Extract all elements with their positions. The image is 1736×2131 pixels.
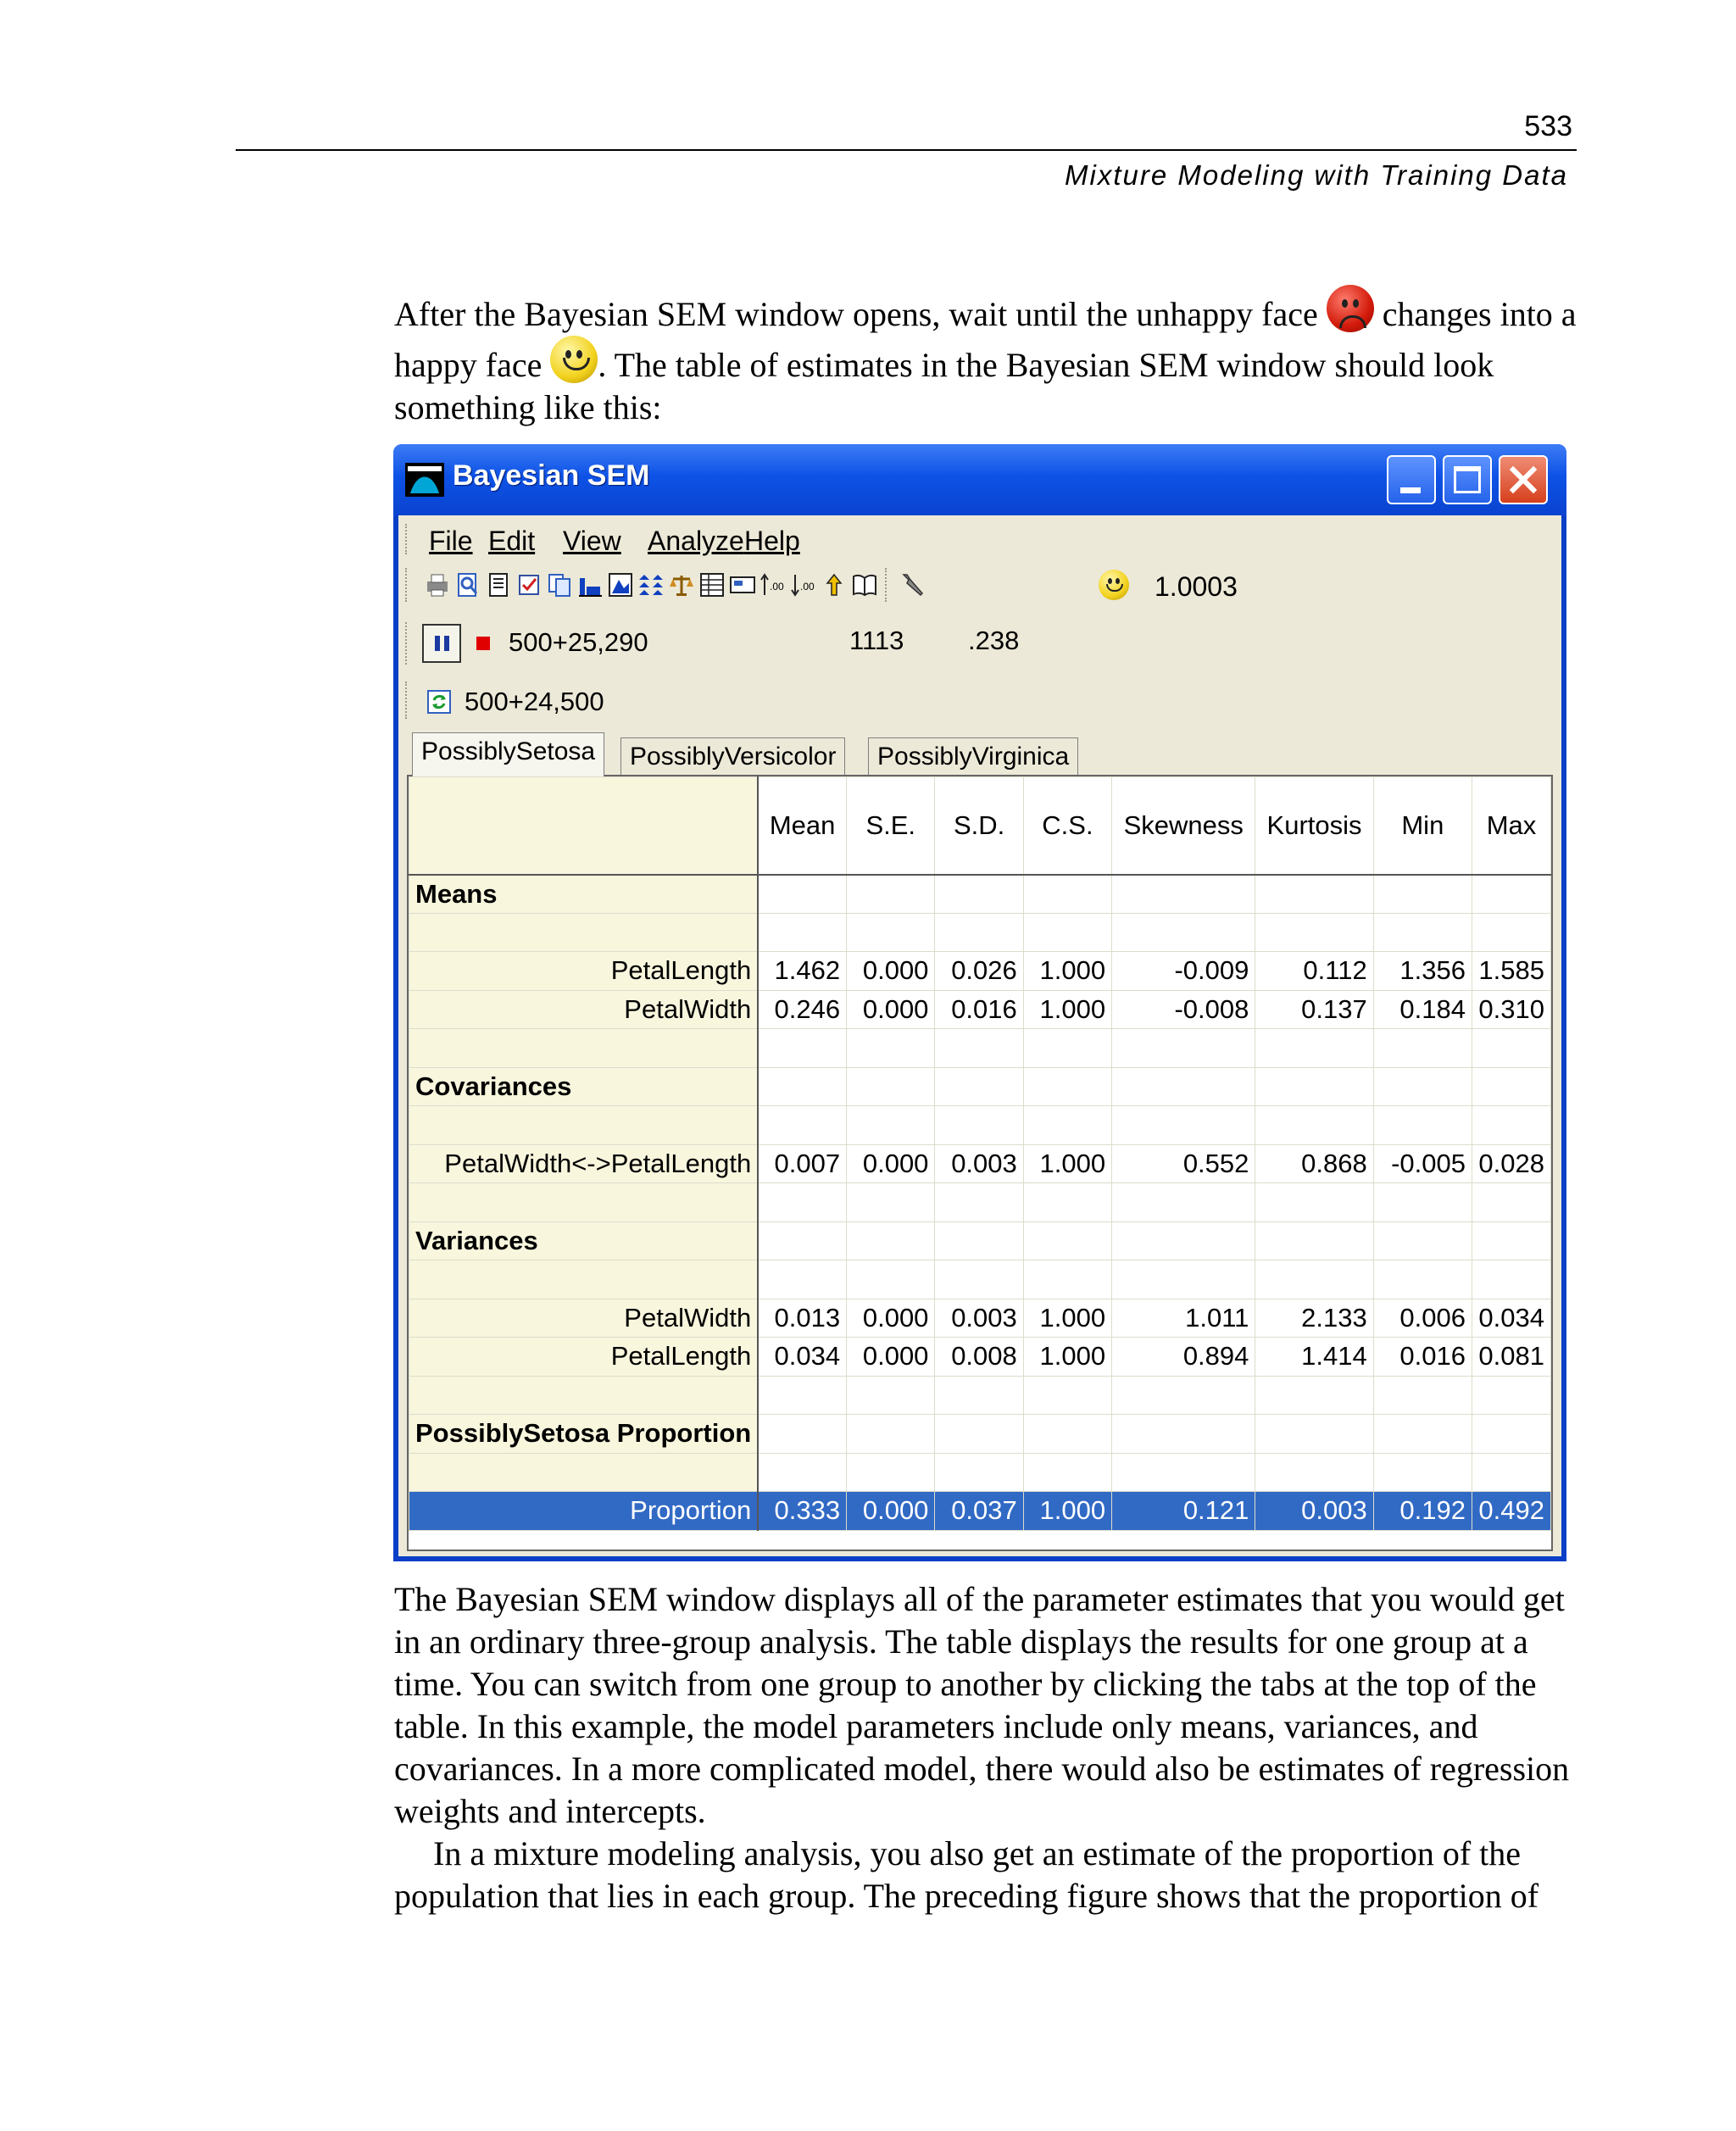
spacer-row [409, 1260, 1551, 1299]
cell-max: 0.492 [1472, 1492, 1550, 1531]
cell-min: 0.016 [1373, 1338, 1472, 1377]
print-icon[interactable] [424, 571, 451, 598]
minimize-icon [1400, 487, 1421, 493]
column-header[interactable]: S.D. [935, 777, 1023, 875]
spacer-row [409, 1376, 1551, 1415]
column-header[interactable]: Min [1373, 777, 1472, 875]
menu-edit[interactable]: Edit [488, 526, 536, 556]
table-row[interactable] [409, 1299, 1551, 1338]
table-header-row [409, 777, 1551, 875]
column-header[interactable]: Mean [758, 777, 846, 875]
status-rate: .238 [968, 626, 1020, 655]
menu-grip[interactable] [405, 524, 412, 554]
pause-button[interactable] [422, 624, 461, 663]
screen-icon[interactable] [729, 571, 756, 598]
table-row[interactable] [409, 952, 1551, 991]
cell-kurtosis: 0.112 [1255, 952, 1373, 991]
menu-analyze[interactable]: Analyze [648, 526, 744, 556]
row-label: Proportion [409, 1492, 759, 1531]
maximize-icon [1454, 466, 1481, 493]
pause-icon [435, 636, 440, 651]
cell-skewness: -0.009 [1112, 952, 1255, 991]
table-row-selected[interactable] [409, 1492, 1551, 1531]
cell-min: 0.184 [1373, 990, 1472, 1029]
cell-mean: 0.333 [758, 1492, 846, 1531]
menu-file[interactable]: File [429, 526, 473, 556]
decrease-decimals-icon[interactable] [790, 571, 817, 598]
cell-cs: 1.000 [1023, 1299, 1111, 1338]
menu-bar [398, 515, 1561, 563]
cell-se: 0.000 [847, 952, 935, 991]
minimize-button[interactable] [1387, 455, 1436, 504]
spacer-row [409, 1029, 1551, 1068]
spacer-row [409, 1106, 1551, 1145]
table-row[interactable] [409, 990, 1551, 1029]
tool-icon[interactable] [899, 571, 926, 598]
table-row[interactable] [409, 1144, 1551, 1183]
convergence-face-icon [1099, 570, 1129, 600]
cell-sd: 0.026 [935, 952, 1023, 991]
spacer-row [409, 913, 1551, 952]
cell-sd: 0.037 [935, 1492, 1023, 1531]
cell-sd: 0.008 [935, 1338, 1023, 1377]
status-count: 1113 [849, 626, 904, 655]
cell-mean: 0.007 [758, 1144, 846, 1183]
row-label: PetalWidth [409, 990, 759, 1029]
title-bar[interactable] [393, 444, 1566, 515]
table-icon[interactable] [698, 571, 726, 598]
balance-icon[interactable] [668, 571, 695, 598]
bayesian-sem-window [393, 444, 1566, 1561]
cell-min: 1.356 [1373, 952, 1472, 991]
cell-skewness: 1.011 [1112, 1299, 1255, 1338]
row-label: PetalLength [409, 952, 759, 991]
copy-table-icon[interactable] [546, 571, 573, 598]
cell-se: 0.000 [847, 990, 935, 1029]
cell-min: -0.005 [1373, 1144, 1472, 1183]
estimates-table-frame [407, 775, 1553, 1551]
cell-max: 0.081 [1472, 1338, 1550, 1377]
page-number: 533 [1524, 110, 1572, 142]
cell-max: 1.585 [1472, 952, 1550, 991]
help-book-icon[interactable] [851, 571, 878, 598]
options-icon[interactable] [515, 571, 542, 598]
cell-cs: 1.000 [1023, 1492, 1111, 1531]
cell-max: 0.028 [1472, 1144, 1550, 1183]
app-icon [405, 463, 444, 497]
section-label: Covariances [409, 1067, 759, 1106]
refresh-grip [405, 682, 412, 719]
cell-mean: 1.462 [758, 952, 846, 991]
cell-cs: 1.000 [1023, 952, 1111, 991]
section-label: PossiblySetosa Proportion [409, 1415, 759, 1454]
intro-text-1: After the Bayesian SEM window opens, wait until the unhappy face [394, 295, 1327, 333]
status-samples: 500+25,290 [509, 627, 648, 657]
cell-cs: 1.000 [1023, 1144, 1111, 1183]
column-header[interactable]: S.E. [847, 777, 935, 875]
window-title: Bayesian SEM [453, 459, 650, 492]
stop-icon[interactable] [476, 637, 490, 650]
tab-possibly-versicolor[interactable]: PossiblyVersicolor [620, 737, 845, 775]
row-label: PetalWidth<->PetalLength [409, 1144, 759, 1183]
status-grip [405, 622, 412, 665]
cell-skewness: 0.552 [1112, 1144, 1255, 1183]
density-icon[interactable] [607, 571, 634, 598]
cell-kurtosis: 0.868 [1255, 1144, 1373, 1183]
cell-se: 0.000 [847, 1299, 935, 1338]
cell-kurtosis: 0.137 [1255, 990, 1373, 1029]
intro-paragraph [394, 285, 1577, 429]
column-header[interactable]: Skewness [1112, 777, 1255, 875]
cell-cs: 1.000 [1023, 1338, 1111, 1377]
tab-possibly-setosa[interactable]: PossiblySetosa [412, 732, 604, 776]
cell-skewness: -0.008 [1112, 990, 1255, 1029]
cell-se: 0.000 [847, 1492, 935, 1531]
convergence-value: 1.0003 [1155, 571, 1238, 602]
section-row-variances[interactable] [409, 1221, 1551, 1260]
cell-sd: 0.016 [935, 990, 1023, 1029]
cell-skewness: 0.894 [1112, 1338, 1255, 1377]
happy-face-icon [550, 336, 598, 383]
increase-decimals-icon[interactable] [760, 571, 787, 598]
section-row-covariances[interactable] [409, 1067, 1551, 1106]
section-row-means[interactable] [409, 875, 1551, 914]
cell-sd: 0.003 [935, 1299, 1023, 1338]
svg-text:.00: .00 [770, 581, 784, 593]
tab-possibly-virginica[interactable]: PossiblyVirginica [868, 737, 1078, 775]
cell-sd: 0.003 [935, 1144, 1023, 1183]
section-row-proportion[interactable] [409, 1415, 1551, 1454]
spacer-row [409, 1453, 1551, 1492]
cell-kurtosis: 2.133 [1255, 1299, 1373, 1338]
maximize-button[interactable] [1443, 455, 1492, 504]
svg-text:.00: .00 [800, 581, 815, 593]
cell-cs: 1.000 [1023, 990, 1111, 1029]
window-client-area [398, 515, 1561, 1556]
cell-kurtosis: 0.003 [1255, 1492, 1373, 1531]
row-label: PetalWidth [409, 1299, 759, 1338]
column-header[interactable]: Max [1472, 777, 1550, 875]
refresh-samples: 500+24,500 [465, 687, 604, 716]
cell-mean: 0.246 [758, 990, 846, 1029]
refresh-icon[interactable] [427, 690, 451, 714]
trace-icon[interactable] [637, 571, 665, 598]
cell-se: 0.000 [847, 1338, 935, 1377]
cell-se: 0.000 [847, 1144, 935, 1183]
cell-min: 0.192 [1373, 1492, 1472, 1531]
up-arrow-icon[interactable] [821, 571, 848, 598]
menu-help[interactable]: Help [744, 526, 800, 556]
cell-max: 0.310 [1472, 990, 1550, 1029]
estimates-table [409, 776, 1551, 1531]
unhappy-face-icon [1327, 285, 1374, 332]
column-header[interactable]: Kurtosis [1255, 777, 1373, 875]
toolbar-separator [885, 568, 892, 602]
cell-min: 0.006 [1373, 1299, 1472, 1338]
cell-mean: 0.013 [758, 1299, 846, 1338]
row-label: PetalLength [409, 1338, 759, 1377]
cell-kurtosis: 1.414 [1255, 1338, 1373, 1377]
cell-mean: 0.034 [758, 1338, 846, 1377]
histogram-icon[interactable] [576, 571, 604, 598]
body-paragraph-2: In a mixture modeling analysis, you also get an estimate of the proportion of the population that lies in each group. The preceding figure shows that the proportion of [394, 1834, 1539, 1915]
preview-icon[interactable] [454, 571, 481, 598]
spacer-row [409, 1183, 1551, 1222]
intro-text-3: . The table of estimates in the Bayesian SEM window should look something like this: [394, 346, 1494, 426]
cell-skewness: 0.121 [1112, 1492, 1255, 1531]
section-label: Variances [409, 1221, 759, 1260]
cell-max: 0.034 [1472, 1299, 1550, 1338]
header-corner [409, 777, 759, 875]
close-button[interactable] [1499, 455, 1548, 504]
table-row[interactable] [409, 1338, 1551, 1377]
intro-text-2: changes into a happy face [394, 295, 1577, 384]
body-paragraph-1: The Bayesian SEM window displays all of the parameter estimates that you would get in an ordinary three-group analysis. The table displays the results for one group at a time. You can switch from one group to another by clicking the tabs at the top of the table. In this example, the model parameters include only means, variances, and covariances. In a more complicated model, there would also be estimates of regression weights and intercepts. [394, 1580, 1570, 1830]
toolbar-grip[interactable] [405, 568, 412, 602]
copy-icon[interactable] [485, 571, 512, 598]
column-header[interactable]: C.S. [1023, 777, 1111, 875]
menu-view[interactable]: View [563, 526, 621, 556]
header-rule [236, 149, 1577, 151]
close-icon [1509, 465, 1538, 494]
running-head: Mixture Modeling with Training Data [1065, 159, 1568, 191]
section-label: Means [409, 875, 759, 914]
pause-icon-bar [444, 636, 449, 651]
